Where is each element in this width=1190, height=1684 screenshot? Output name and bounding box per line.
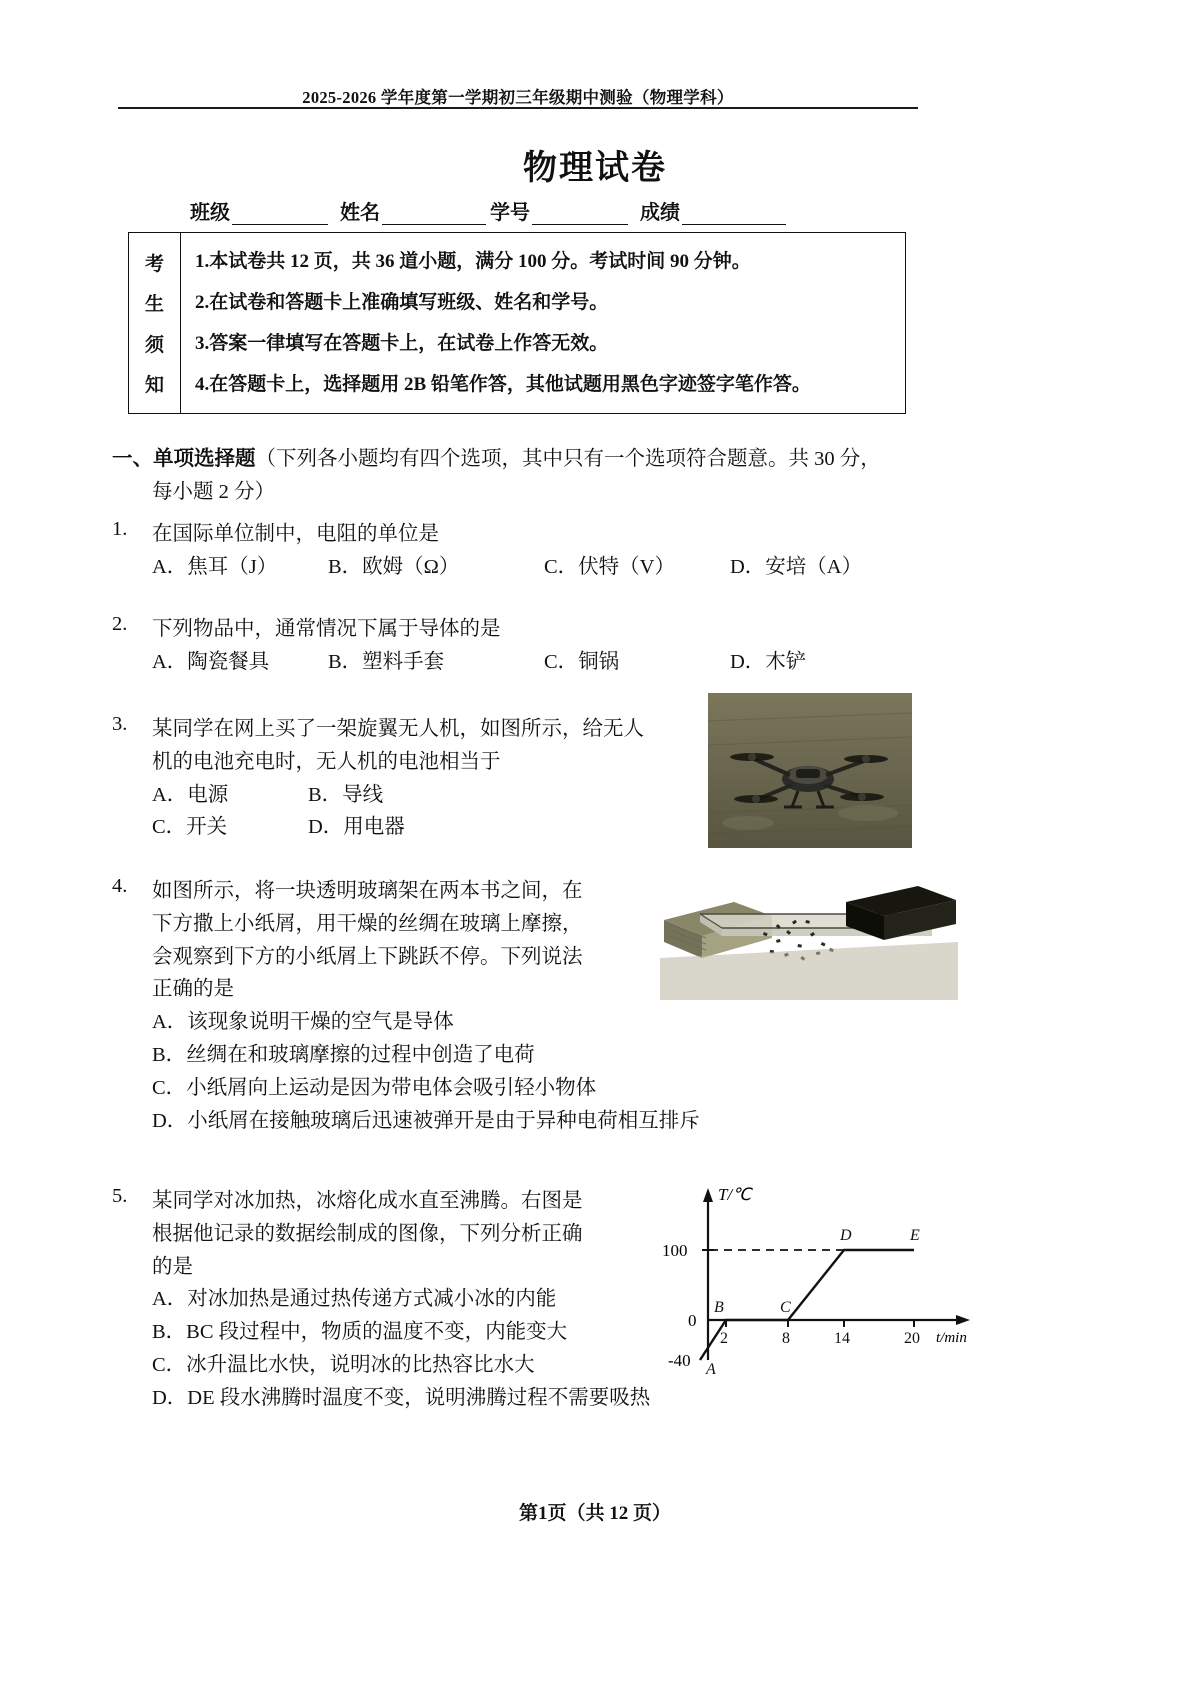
- question-1-option-a[interactable]: A．焦耳（J）: [152, 555, 278, 578]
- question-3-option-d[interactable]: D．用电器: [308, 816, 405, 839]
- running-head: 2025-2026 学年度第一学期初三年级期中测验（物理学科）: [302, 88, 734, 107]
- question-5-option-a[interactable]: A．对冰加热是通过热传递方式减小冰的内能: [152, 1288, 557, 1311]
- section-title: 一、单项选择题: [112, 448, 256, 470]
- score-label: 成绩: [640, 202, 680, 224]
- question-4-option-a[interactable]: A．该现象说明干燥的空气是导体: [152, 1011, 454, 1034]
- question-2-number: 2.: [112, 613, 128, 635]
- question-2-stem: 下列物品中，通常情况下属于导体的是: [152, 618, 501, 640]
- drone-body: [782, 766, 834, 792]
- x-axis-label: t/min: [936, 1330, 967, 1346]
- notice-side-char-2: 生: [144, 294, 164, 316]
- notice-line-1: 1.本试卷共 12 页，共 36 道小题，满分 100 分。考试时间 90 分钟。: [195, 250, 751, 272]
- question-3: [152, 713, 672, 844]
- y-axis-label: T/℃: [718, 1185, 752, 1204]
- x-tick-2: 2: [720, 1330, 728, 1347]
- question-5-stem-line-2: 根据他记录的数据绘制成的图像，下列分析正确: [152, 1222, 583, 1245]
- question-3-option-a[interactable]: A．电源: [152, 783, 229, 806]
- question-4-stem-line-3: 会观察到下方的小纸屑上下跳跃不停。下列说法: [152, 945, 583, 968]
- name-input-blank[interactable]: [382, 206, 486, 225]
- heating-curve-graph: [648, 1180, 978, 1380]
- notice-side-label: [129, 233, 181, 413]
- question-3-options-row-2: [152, 811, 672, 844]
- glass-books-diagram: [660, 880, 958, 1000]
- question-3-option-b[interactable]: B．导线: [308, 783, 384, 806]
- question-3-stem-line-2: 机的电池充电时，无人机的电池相当于: [152, 750, 501, 773]
- question-3-stem-line-1: 某同学在网上买了一架旋翼无人机，如图所示，给无人: [152, 718, 644, 740]
- notice-side-char-3: 须: [144, 334, 164, 356]
- header-rule: [118, 107, 918, 109]
- point-label-A: A: [706, 1361, 716, 1378]
- page-footer: 第1页（共 12 页）: [518, 1503, 671, 1524]
- question-4-option-b[interactable]: B．丝绸在和玻璃摩擦的过程中创造了电荷: [152, 1043, 535, 1066]
- notice-side-char-1: 考: [144, 253, 164, 275]
- book-right: [846, 886, 956, 940]
- student-info-line: [190, 196, 890, 225]
- question-4-option-c[interactable]: C．小纸屑向上运动是因为带电体会吸引轻小物体: [152, 1076, 597, 1099]
- score-input-blank[interactable]: [682, 206, 786, 225]
- section-instruction-cont: 每小题 2 分）: [152, 481, 275, 504]
- question-5-stem-line-3: 的是: [152, 1255, 193, 1278]
- notice-box: [128, 232, 906, 414]
- question-2-option-d[interactable]: D．木铲: [730, 650, 807, 673]
- question-1-option-c[interactable]: C．伏特（V）: [544, 555, 675, 578]
- question-3-options-row-1: [152, 779, 672, 812]
- notice-body: [181, 233, 905, 413]
- x-tick-20: 20: [904, 1330, 920, 1347]
- question-5-option-d[interactable]: D．DE 段水沸腾时温度不变，说明沸腾过程不需要吸热: [152, 1386, 651, 1409]
- question-5-option-c[interactable]: C．冰升温比水快，说明冰的比热容比水大: [152, 1353, 535, 1376]
- point-label-C: C: [780, 1299, 791, 1316]
- y-tick-minus40: -40: [668, 1351, 691, 1370]
- x-tick-14: 14: [834, 1330, 850, 1347]
- question-5: [152, 1185, 672, 1415]
- heating-curve-svg: [648, 1180, 978, 1380]
- question-2-option-c[interactable]: C．铜锅: [544, 650, 620, 673]
- point-label-E: E: [910, 1227, 920, 1244]
- student-id-input-blank[interactable]: [532, 206, 628, 225]
- question-2-option-b[interactable]: B．塑料手套: [328, 650, 445, 673]
- heating-curve-line: [700, 1250, 914, 1360]
- question-1-stem: 在国际单位制中，电阻的单位是: [152, 523, 439, 545]
- question-4-option-d[interactable]: D．小纸屑在接触玻璃后迅速被弹开是由于异种电荷相互排斥: [152, 1109, 700, 1132]
- class-label: 班级: [190, 202, 230, 224]
- notice-line-4: 4.在答题卡上，选择题用 2B 铅笔作答，其他试题用黑色字迹签字笔作答。: [195, 373, 811, 395]
- glass-books-svg: [660, 880, 958, 1000]
- point-label-D: D: [840, 1227, 852, 1244]
- drone-photo-svg: [708, 693, 912, 848]
- question-4-number: 4.: [112, 875, 128, 897]
- notice-line-2: 2.在试卷和答题卡上准确填写班级、姓名和学号。: [195, 291, 609, 313]
- question-1: [152, 518, 952, 584]
- x-axis-arrow: [956, 1315, 970, 1325]
- question-1-option-b[interactable]: B．欧姆（Ω）: [328, 555, 460, 578]
- question-4-stem-line-2: 下方撒上小纸屑，用干燥的丝绸在玻璃上摩擦，: [152, 912, 583, 935]
- question-4-stem-line-1: 如图所示，将一块透明玻璃架在两本书之间，在: [152, 880, 583, 902]
- x-tick-8: 8: [782, 1330, 790, 1347]
- y-tick-100: 100: [662, 1241, 688, 1260]
- question-5-option-b[interactable]: B．BC 段过程中，物质的温度不变，内能变大: [152, 1321, 568, 1344]
- question-5-stem-line-1: 某同学对冰加热，冰熔化成水直至沸腾。右图是: [152, 1190, 583, 1212]
- point-label-B: B: [714, 1299, 724, 1316]
- question-2-option-a[interactable]: A．陶瓷餐具: [152, 650, 270, 673]
- notice-line-3: 3.答案一律填写在答题卡上，在试卷上作答无效。: [195, 332, 609, 354]
- question-1-option-d[interactable]: D．安培（A）: [730, 555, 863, 578]
- name-label: 姓名: [340, 202, 380, 224]
- question-3-number: 3.: [112, 713, 128, 735]
- question-4-stem-line-4: 正确的是: [152, 978, 234, 1001]
- class-input-blank[interactable]: [232, 206, 328, 225]
- section-instruction: （下列各小题均有四个选项，其中只有一个选项符合题意。共 30 分，: [255, 448, 881, 470]
- notice-side-char-4: 知: [144, 375, 164, 397]
- question-3-option-c[interactable]: C．开关: [152, 816, 228, 839]
- question-1-options: [152, 551, 952, 584]
- question-5-number: 5.: [112, 1185, 128, 1207]
- question-2: [152, 613, 952, 679]
- question-1-number: 1.: [112, 518, 128, 540]
- section-heading: [112, 443, 952, 509]
- y-axis-arrow: [703, 1188, 713, 1202]
- drone-photo: [708, 693, 912, 848]
- page-title: 物理试卷: [523, 150, 667, 187]
- question-2-options: [152, 646, 952, 679]
- student-id-label: 学号: [490, 202, 530, 224]
- origin-label: 0: [688, 1311, 697, 1330]
